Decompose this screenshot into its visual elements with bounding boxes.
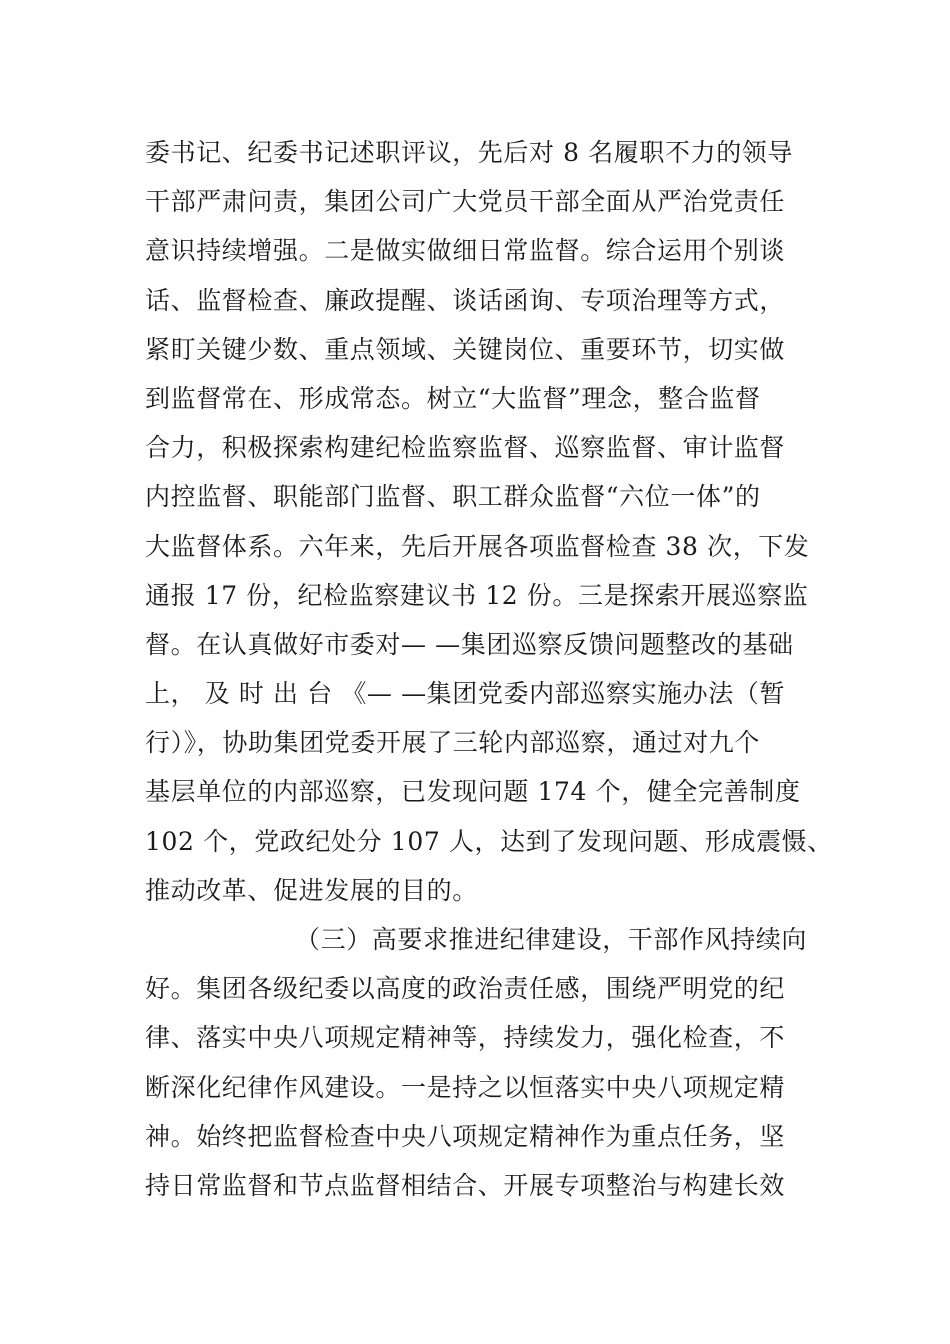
text-line: 通报 17 份，纪检监察建议书 12 份。三是探索开展巡察监	[145, 580, 809, 610]
text-line: 委书记、纪委书记述职评议，先后对 8 名履职不力的领导	[145, 138, 794, 167]
text-line: 基层单位的内部巡察，已发现问题 174 个，健全完善制度	[145, 777, 801, 807]
text-line: 意识持续增强。二是做实做细日常监督。综合运用个别谈	[145, 236, 786, 266]
text-line: 到监督常在、形成常态。树立“大监督”理念，整合监督	[145, 383, 761, 413]
text-line: 神。始终把监督检查中央八项规定精神作为重点任务，坚	[145, 1121, 786, 1151]
body-text	[145, 128, 833, 1210]
text-line: 102 个，党政纪处分 107 人，达到了发现问题、形成震慑、	[145, 826, 833, 856]
text-line: 话、监督检查、廉政提醒、谈话函询、专项治理等方式，	[145, 285, 786, 315]
section-heading: （三）高要求推进纪律建设，干部作风持续向	[295, 925, 808, 954]
text-line: 律、落实中央八项规定精神等，持续发力，强化检查，不	[145, 1023, 786, 1053]
text-line: 持日常监督和节点监督相结合、开展专项整治与构建长效	[145, 1170, 786, 1200]
text-line: 好。集团各级纪委以高度的政治责任感，围绕严明党的纪	[145, 974, 786, 1004]
text-line: 断深化纪律作风建设。一是持之以恒落实中央八项规定精	[145, 1072, 786, 1102]
text-line: 内控监督、职能部门监督、职工群众监督“六位一体”的	[145, 482, 761, 512]
text-line: 上， 及 时 出 台 《— —集团党委内部巡察实施办法（暂	[145, 679, 786, 709]
text-line: 大监督体系。六年来，先后开展各项监督检查 38 次，下发	[145, 531, 810, 561]
text-line: 合力，积极探索构建纪检监察监督、巡察监督、审计监督	[145, 433, 786, 463]
text-line: 行）》，协助集团党委开展了三轮内部巡察，通过对九个	[145, 728, 761, 758]
text-line: 推动改革、促进发展的目的。	[145, 875, 478, 905]
text-line: 干部严肃问责，集团公司广大党员干部全面从严治党责任	[145, 187, 786, 217]
text-line: 督。在认真做好市委对— —集团巡察反馈问题整改的基础	[145, 629, 794, 659]
text-line: 紧盯关键少数、重点领域、关键岗位、重要环节，切实做	[145, 334, 786, 364]
